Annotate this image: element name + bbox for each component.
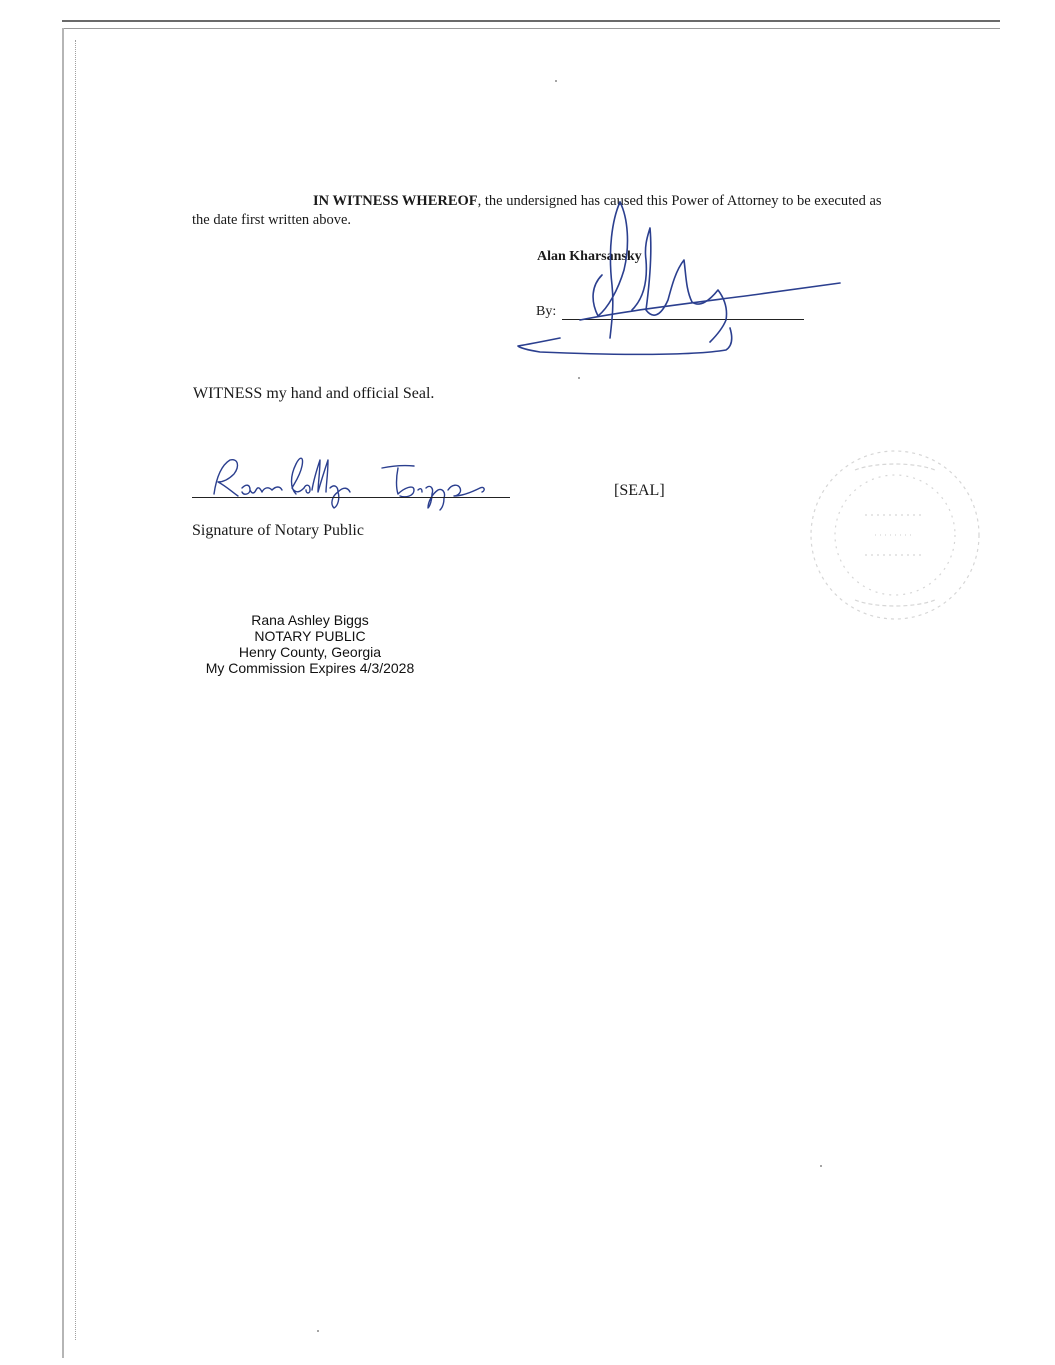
seal-label: [SEAL] xyxy=(614,482,665,499)
notary-stamp-title: NOTARY PUBLIC xyxy=(254,628,366,644)
notary-signature xyxy=(192,448,512,518)
signer-signature xyxy=(500,190,845,365)
scan-speck xyxy=(820,1165,822,1167)
scan-edge-top xyxy=(62,20,1000,22)
scan-edge-top-inner xyxy=(62,28,1000,29)
witness-clause-text: , the undersigned has caused this Power of Attorney to be executed as the date first written above. xyxy=(192,193,882,228)
signer-name: Alan Kharsansky xyxy=(537,249,642,264)
notary-stamp-name: Rana Ashley Biggs xyxy=(251,612,369,628)
notary-stamp-commission: My Commission Expires 4/3/2028 xyxy=(205,660,415,676)
scan-edge-left-dotted xyxy=(75,40,77,1340)
scan-speck xyxy=(578,377,580,379)
scan-speck xyxy=(555,80,557,82)
notary-stamp-county: Henry County, Georgia xyxy=(238,644,382,660)
signature-caption: Signature of Notary Public xyxy=(192,522,364,539)
notary-stamp xyxy=(150,612,470,676)
scan-speck xyxy=(317,1330,319,1332)
witness-hand-line: WITNESS my hand and official Seal. xyxy=(193,385,435,402)
notary-signature-line xyxy=(192,497,510,498)
embossed-seal xyxy=(805,440,985,630)
by-label: By: xyxy=(536,304,557,319)
scan-edge-left xyxy=(62,28,64,1358)
witness-clause-lead: IN WITNESS WHEREOF xyxy=(313,193,478,209)
